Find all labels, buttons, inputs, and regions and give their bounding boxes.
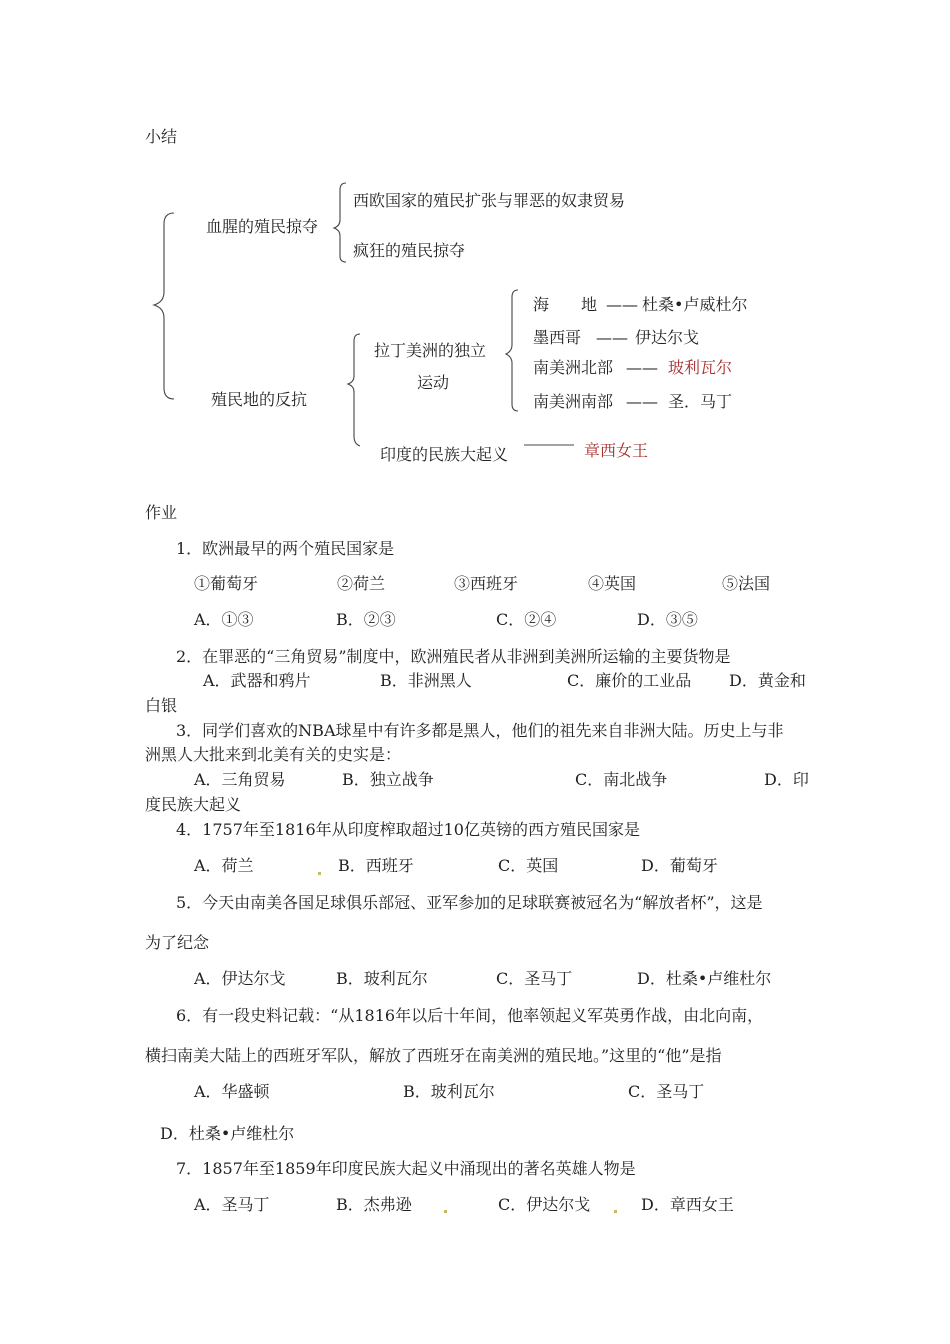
latin-leader: 杜桑•卢威杜尔 xyxy=(642,295,748,314)
branch1-bracket xyxy=(334,183,346,262)
latin-leader: 圣．马丁 xyxy=(668,392,733,411)
q4-option-b[interactable]: B．西班牙 xyxy=(338,856,414,875)
latin-dash: —— xyxy=(596,328,628,347)
latin-place: 南美洲南部 xyxy=(533,392,614,411)
q2-option-d-wrap: 白银 xyxy=(145,696,178,715)
india-label: 印度的民族大起义 xyxy=(380,445,509,464)
latin-leader-highlight: 玻利瓦尔 xyxy=(668,358,733,377)
q5-stem: 5．今天由南美各国足球俱乐部冠、亚军参加的足球联赛被冠名为“解放者杯”，这是 xyxy=(176,893,763,912)
q1-item: ③西班牙 xyxy=(454,574,519,593)
q4-option-c[interactable]: C．英国 xyxy=(498,856,559,875)
q1-item: ⑤法国 xyxy=(722,574,771,593)
q2-stem: 2．在罪恶的“三角贸易”制度中，欧洲殖民者从非洲到美洲所运输的主要货物是 xyxy=(176,647,731,666)
q7-option-b[interactable]: B．杰弗逊 xyxy=(336,1195,412,1214)
q2-option-d[interactable]: D．黄金和 xyxy=(729,671,806,690)
main-brace xyxy=(154,213,174,399)
q3-option-a[interactable]: A．三角贸易 xyxy=(194,770,286,789)
q3-stem-line2: 洲黑人大批来到北美有关的史实是： xyxy=(145,745,402,764)
stray-dot xyxy=(444,1210,447,1213)
latin-bracket xyxy=(506,290,518,411)
branch1-label: 血腥的殖民掠夺 xyxy=(206,217,319,236)
branch1-item: 西欧国家的殖民扩张与罪恶的奴隶贸易 xyxy=(353,191,626,210)
branch2-bracket xyxy=(348,334,360,446)
q6-option-d[interactable]: D．杜桑•卢维杜尔 xyxy=(160,1124,295,1143)
latin-leader: 伊达尔戈 xyxy=(635,328,700,347)
q4-option-a[interactable]: A．荷兰 xyxy=(194,856,254,875)
q2-option-a[interactable]: A．武器和鸦片 xyxy=(203,671,311,690)
q7-stem: 7．1857年至1859年印度民族大起义中涌现出的著名英雄人物是 xyxy=(176,1159,636,1178)
q5-stem-line2: 为了纪念 xyxy=(145,933,210,952)
q1-option-c[interactable]: C．②④ xyxy=(496,610,557,629)
q1-item: ②荷兰 xyxy=(337,574,386,593)
latin-place: 南美洲北部 xyxy=(533,358,614,377)
q6-option-b[interactable]: B．玻利瓦尔 xyxy=(403,1082,495,1101)
q7-option-a[interactable]: A．圣马丁 xyxy=(194,1195,270,1214)
latin-dash: —— xyxy=(606,295,638,314)
q5-option-b[interactable]: B．玻利瓦尔 xyxy=(336,969,428,988)
q5-option-d[interactable]: D．杜桑•卢维杜尔 xyxy=(637,969,772,988)
branch1-item: 疯狂的殖民掠夺 xyxy=(353,241,466,260)
latin-label-line2: 运动 xyxy=(417,373,450,392)
q2-option-c[interactable]: C．廉价的工业品 xyxy=(567,671,692,690)
branch2-label: 殖民地的反抗 xyxy=(211,390,308,409)
q1-option-b[interactable]: B．②③ xyxy=(336,610,396,629)
q7-option-d[interactable]: D．章西女王 xyxy=(641,1195,734,1214)
q6-option-c[interactable]: C．圣马丁 xyxy=(628,1082,705,1101)
q4-stem: 4．1757年至1816年从印度榨取超过10亿英镑的西方殖民国家是 xyxy=(176,820,640,839)
q4-option-d[interactable]: D．葡萄牙 xyxy=(641,856,718,875)
q3-stem: 3．同学们喜欢的NBA球星中有许多都是黑人，他们的祖先来自非洲大陆。历史上与非 xyxy=(176,721,784,740)
summary-heading: 小结 xyxy=(145,127,178,146)
q5-option-a[interactable]: A．伊达尔戈 xyxy=(194,969,286,988)
q7-option-c[interactable]: C．伊达尔戈 xyxy=(498,1195,591,1214)
stray-dot xyxy=(318,872,321,875)
latin-dash: —— xyxy=(626,358,658,377)
q3-option-d-wrap: 度民族大起义 xyxy=(145,795,242,814)
summary-brackets xyxy=(0,0,950,520)
q6-option-a[interactable]: A．华盛顿 xyxy=(194,1082,270,1101)
latin-dash: —— xyxy=(626,392,658,411)
q1-item: ④英国 xyxy=(588,574,637,593)
q3-option-c[interactable]: C．南北战争 xyxy=(575,770,668,789)
homework-heading: 作业 xyxy=(145,503,178,522)
q1-option-d[interactable]: D．③⑤ xyxy=(637,610,698,629)
q1-option-a[interactable]: A．①③ xyxy=(194,610,254,629)
latin-place: 墨西哥 xyxy=(533,328,582,347)
q6-stem-line2: 横扫南美大陆上的西班牙军队，解放了西班牙在南美洲的殖民地。”这里的“他”是指 xyxy=(145,1046,722,1065)
q1-item: ①葡萄牙 xyxy=(194,574,259,593)
q6-stem: 6．有一段史料记载：“从1816年以后十年间，他率领起义军英勇作战，由北向南， xyxy=(176,1006,764,1025)
q2-option-b[interactable]: B．非洲黑人 xyxy=(380,671,472,690)
q3-option-b[interactable]: B．独立战争 xyxy=(342,770,434,789)
india-leader-highlight: 章西女王 xyxy=(584,441,649,460)
q1-stem: 1．欧洲最早的两个殖民国家是 xyxy=(176,539,395,558)
q3-option-d[interactable]: D．印 xyxy=(764,770,809,789)
latin-place: 海 地 xyxy=(533,295,598,314)
latin-label: 拉丁美洲的独立 xyxy=(374,341,487,360)
q5-option-c[interactable]: C．圣马丁 xyxy=(496,969,573,988)
stray-dot xyxy=(614,1210,617,1213)
